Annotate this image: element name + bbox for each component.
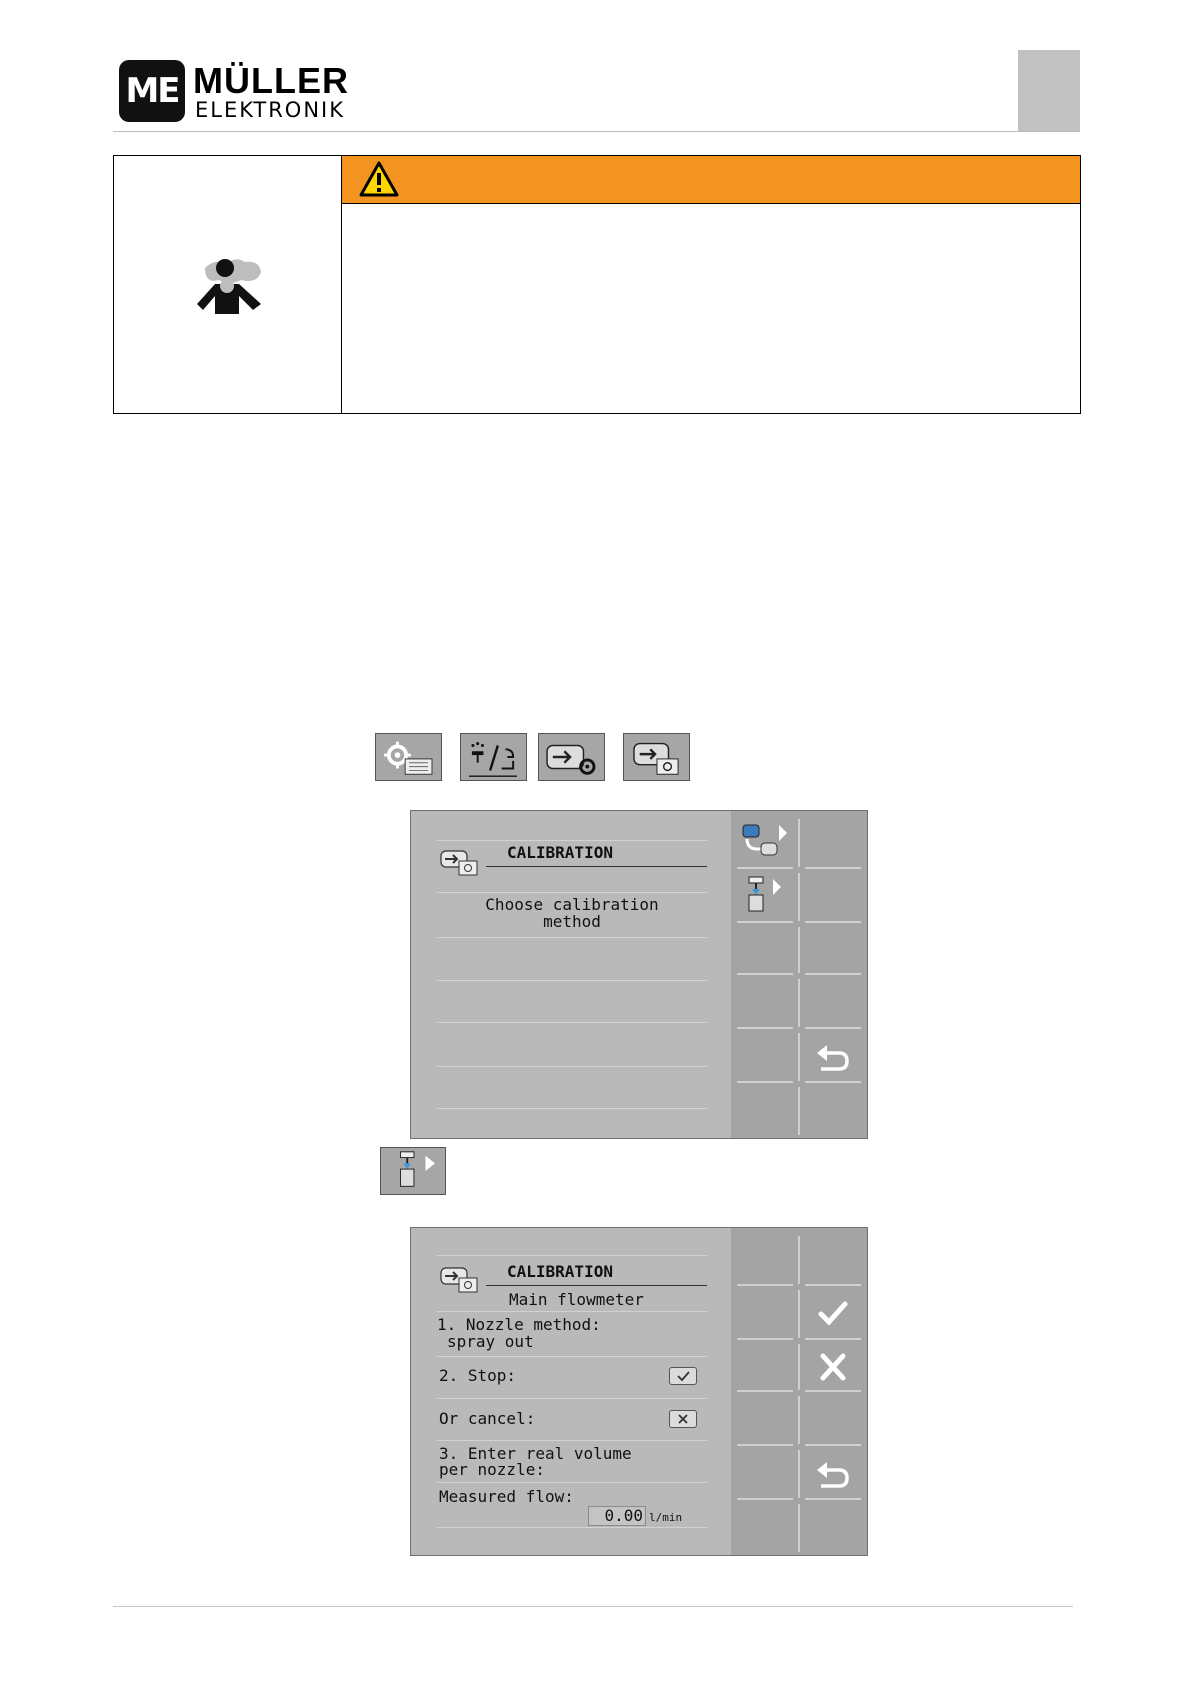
person-inhaling-icon bbox=[195, 256, 265, 316]
back-icon[interactable] bbox=[807, 1039, 859, 1075]
cancel-key-hint bbox=[669, 1410, 697, 1428]
nozzle-method-key[interactable] bbox=[380, 1147, 446, 1195]
screen2-content bbox=[411, 1228, 731, 1555]
measured-flow-label: Measured flow: bbox=[439, 1487, 574, 1506]
warning-triangle-icon bbox=[359, 161, 399, 197]
calibration-flowmeter-icon[interactable] bbox=[623, 733, 690, 781]
warning-bar bbox=[342, 156, 1080, 204]
brand-subname: ELEKTRONIK bbox=[195, 98, 345, 122]
cancel-x-icon[interactable] bbox=[807, 1348, 859, 1386]
logo-mark: ME bbox=[125, 71, 179, 111]
calibration-flowmeter-icon bbox=[439, 1264, 481, 1294]
step3-detail: per nozzle: bbox=[439, 1460, 545, 1479]
step1-detail: spray out bbox=[447, 1332, 534, 1351]
screen2-subtitle: Main flowmeter bbox=[509, 1290, 644, 1309]
spray-mode-icon[interactable] bbox=[460, 733, 527, 781]
step3-label: 3. Enter real volume bbox=[439, 1444, 632, 1463]
header-rule bbox=[113, 131, 1080, 132]
brand-name: MÜLLER bbox=[193, 60, 349, 101]
step2-label: 2. Stop: bbox=[439, 1366, 517, 1385]
stop-key-hint bbox=[669, 1367, 697, 1385]
nozzle-method-icon[interactable] bbox=[739, 875, 791, 915]
settings-screen-icon[interactable] bbox=[375, 733, 442, 781]
back-icon[interactable] bbox=[807, 1456, 859, 1492]
step1-label: 1. Nozzle method: bbox=[437, 1315, 601, 1334]
chapter-tab bbox=[1018, 50, 1080, 132]
calibration-method-screen bbox=[410, 810, 868, 1139]
measured-flow-field[interactable] bbox=[588, 1506, 646, 1526]
screen1-title: CALIBRATION bbox=[507, 843, 613, 862]
screen2-softkeys bbox=[731, 1228, 867, 1555]
footer-rule bbox=[113, 1606, 1073, 1607]
cancel-label: Or cancel: bbox=[439, 1409, 536, 1428]
calibration-gear-icon[interactable] bbox=[538, 733, 605, 781]
company-logo bbox=[119, 60, 185, 122]
screen1-instruction-line2: method bbox=[543, 912, 601, 931]
tank-flow-icon[interactable] bbox=[739, 821, 791, 861]
calibration-flowmeter-icon bbox=[439, 847, 481, 877]
measured-flow-unit: l/min bbox=[649, 1511, 683, 1524]
x-icon bbox=[670, 1411, 696, 1427]
screen1-content bbox=[411, 811, 731, 1138]
screen2-title: CALIBRATION bbox=[507, 1262, 613, 1281]
screen1-instruction-line1: Choose calibration bbox=[485, 895, 659, 914]
check-icon bbox=[670, 1368, 696, 1384]
screen1-softkeys bbox=[731, 811, 867, 1138]
measured-flow-value: 0.00 bbox=[604, 1506, 643, 1525]
main-flowmeter-calibration-screen bbox=[410, 1227, 868, 1556]
confirm-check-icon[interactable] bbox=[807, 1294, 859, 1332]
